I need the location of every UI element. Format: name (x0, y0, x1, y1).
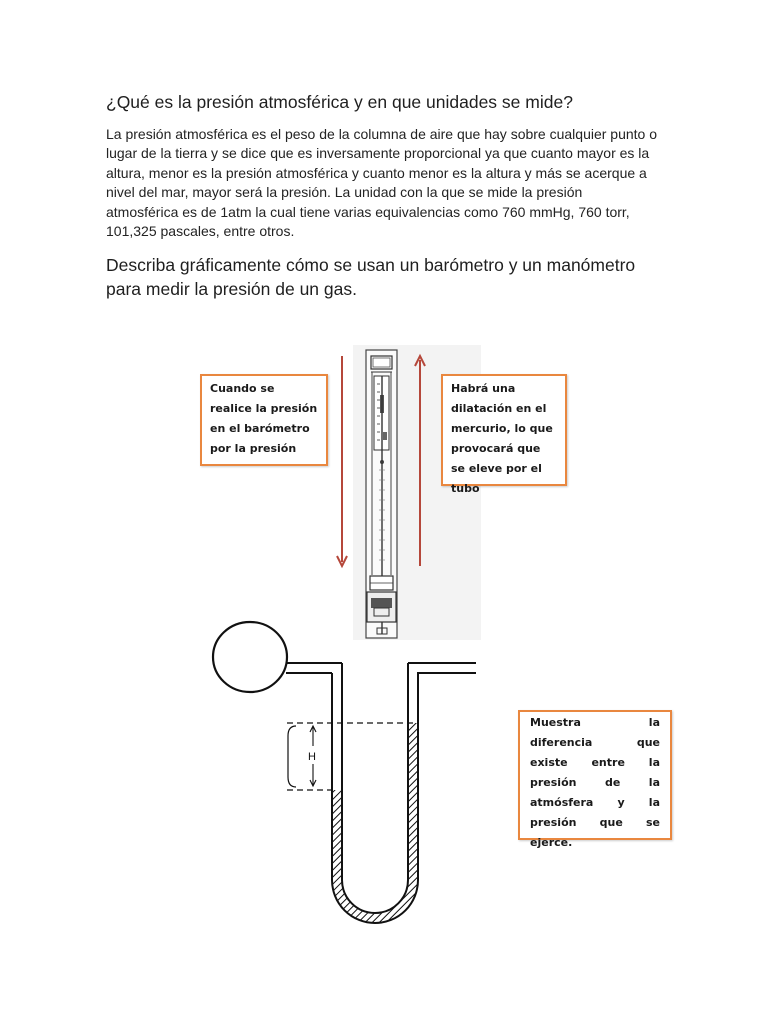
question-2: Describa gráficamente cómo se usan un barómetro y un manómetro para medir la presión de un gas. (106, 255, 636, 299)
callout-manometer: Muestra la diferencia que existe entre la presión de la atmósfera y la presión que se ejerce. (518, 710, 672, 840)
gas-bulb (213, 622, 287, 692)
callout-barometer-left: Cuando se realice la presión en el barómetro por la presión (200, 374, 328, 466)
callout-barometer-right: Habrá una dilatación en el mercurio, lo que provocará que se eleve por el tubo (441, 374, 567, 486)
u-tube-outer (332, 673, 476, 923)
question-1: ¿Qué es la presión atmosférica y en que unidades se mide? (106, 92, 573, 112)
down-arrow (337, 356, 347, 566)
u-tube-inner (342, 663, 408, 913)
manometer-figure (213, 622, 476, 923)
answer-paragraph: La presión atmosférica es el peso de la columna de aire que hay sobre cualquier punto o lugar de la tierra y se dice que es inversamente proporcional ya que cuanto mayor es la altura, menor es la presión atmosférica y cuanto menor es la altura y más se acerque a nivel del mar, mayor será la presión. La unidad con la que se mide la presión atmosférica es de 1atm la cual tiene varias equivalencias como 760 mmHg, 760 torr, 101,325 pascales, entre otros. (106, 126, 658, 240)
height-label: H (308, 751, 316, 763)
